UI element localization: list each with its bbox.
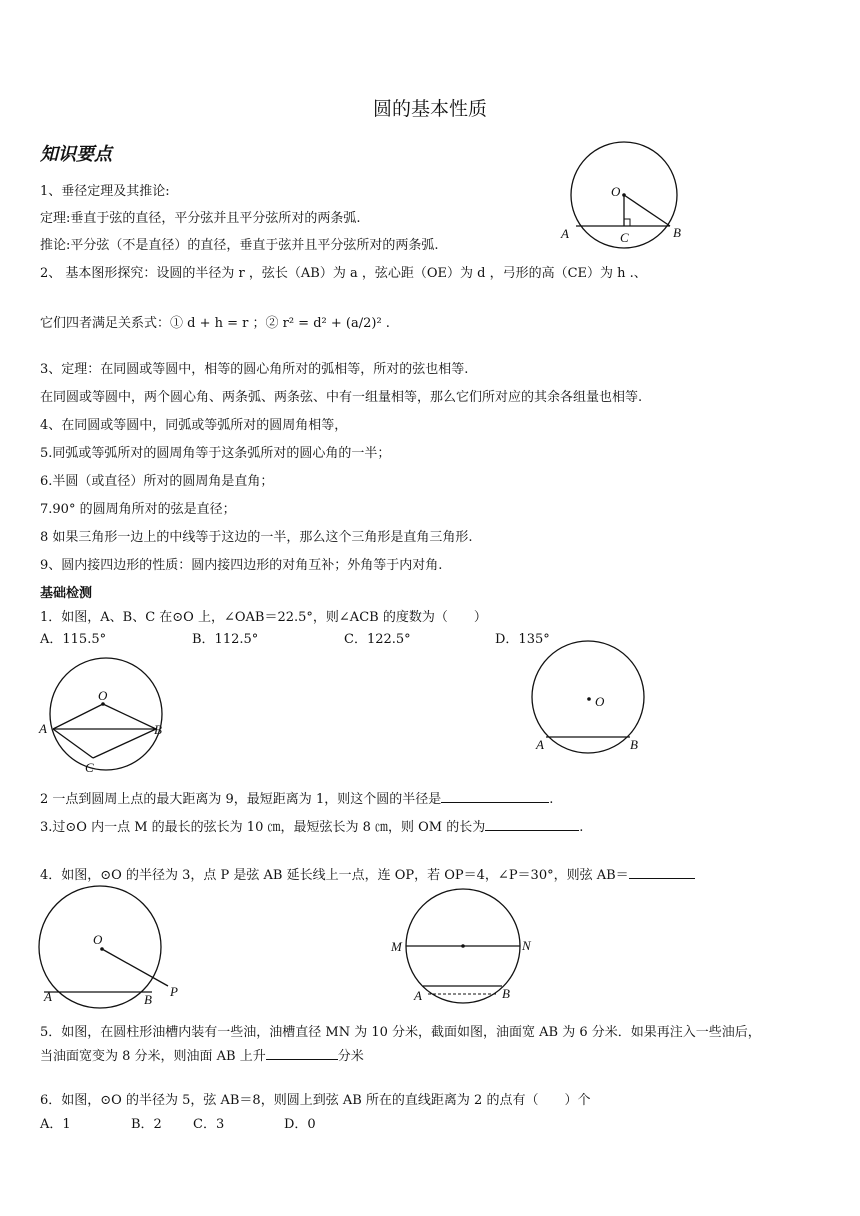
center-dot (587, 697, 591, 701)
section-heading-knowledge: 知识要点 (40, 144, 112, 165)
label-c: C (620, 230, 629, 245)
label-p: P (170, 984, 178, 999)
point-9: 9、圆内接四边形的性质：圆内接四边形的对角互补；外角等于内对角. (40, 558, 443, 573)
point-1: 1、垂径定理及其推论: (40, 184, 170, 199)
q1-option-c: C．122.5° (344, 632, 411, 647)
segment-ob (624, 195, 670, 226)
point-2-formula: 它们四者满足关系式：① d + h = r ；② r² = d² + (a/2)² . (40, 316, 390, 331)
label-n: N (522, 938, 531, 953)
q6-option-c: C．3 (193, 1117, 225, 1132)
label-a: A (536, 737, 544, 752)
label-c: C (85, 760, 94, 775)
figure-oil-tank (388, 890, 548, 1010)
q6-option-b: B．2 (131, 1117, 162, 1132)
label-a: A (44, 989, 52, 1004)
q2-text: 2 一点到圆周上点的最大距离为 9，最短距离为 1，则这个圆的半径是 (40, 792, 442, 807)
figure-perpendicular-diameter (560, 145, 690, 250)
point-6: 6.半圆（或直径）所对的圆周角是直角； (40, 474, 274, 489)
question-3 (40, 816, 583, 835)
right-angle-mark (624, 219, 630, 226)
q3-answer-blank[interactable] (485, 818, 579, 831)
circle-outline (39, 886, 161, 1008)
page-title: 圆的基本性质 (372, 98, 487, 120)
q1-option-a: A．115.5° (40, 632, 107, 647)
label-o: O (611, 184, 621, 199)
q4-answer-blank[interactable] (629, 866, 695, 879)
label-b: B (154, 722, 162, 737)
circle-outline (50, 658, 162, 770)
q2-answer-blank[interactable] (441, 790, 549, 803)
question-2 (40, 788, 553, 807)
q1-option-d: D．135° (495, 632, 550, 647)
label-o: O (93, 932, 103, 947)
section-heading-basic: 基础检测 (40, 586, 93, 601)
question-5: 5．如图，在圆柱形油槽内装有一些油，油槽直径 MN 为 10 分米，截面如图，油面宽 AB 为 6 分米．如果再注入一些油后， (40, 1025, 761, 1040)
center-dot (622, 193, 626, 197)
label-o: O (595, 694, 605, 709)
point-2: 2、 基本图形探究：设圆的半径为 r ，弦长（AB）为 a ，弦心距（OE）为 d ，弓形的高（CE）为 h .、 (40, 266, 647, 281)
point-5: 5.同弧或等弧所对的圆周角等于这条弧所对的圆心角的一半； (40, 446, 391, 461)
q5-text2b: 分米 (337, 1049, 364, 1064)
q5-text2a: 当油面宽变为 8 分米，则油面 AB 上升 (40, 1049, 266, 1064)
segment-cb (93, 729, 156, 758)
label-a: A (39, 721, 47, 736)
q5-answer-blank[interactable] (266, 1047, 338, 1060)
figure-q4 (36, 886, 186, 1011)
circle-outline (532, 641, 644, 753)
label-m: M (391, 939, 402, 954)
question-1: 1．如图，A、B、C 在⊙O 上，∠OAB＝22.5°，则∠ACB 的度数为（ ） (40, 610, 487, 625)
point-8: 8 如果三角形一边上的中线等于这边的一半，那么这个三角形是直角三角形. (40, 530, 473, 545)
label-b: B (630, 737, 638, 752)
point-7: 7.90° 的圆周角所对的弦是直径； (40, 502, 236, 517)
q6-option-d: D．0 (284, 1117, 316, 1132)
label-a: A (561, 226, 569, 241)
label-a: A (414, 988, 422, 1003)
center-dot (100, 947, 104, 951)
q3-tail: . (579, 820, 584, 835)
q2-tail: . (549, 792, 554, 807)
q1-option-b: B．112.5° (192, 632, 259, 647)
point-3b: 在同圆或等圆中，两个圆心角、两条弧、两条弦、中有一组量相等，那么它们所对应的其余各组量也相等. (40, 390, 643, 405)
q4-text: 4．如图，⊙O 的半径为 3，点 P 是弦 AB 延长线上一点，连 OP，若 OP＝4，∠P＝30°，则弦 AB＝ (40, 868, 629, 883)
question-5-line2 (40, 1045, 364, 1064)
label-b: B (144, 992, 152, 1007)
question-6: 6．如图，⊙O 的半径为 5，弦 AB＝8，则圆上到弦 AB 所在的直线距离为 2 的点有（ ）个 (40, 1093, 591, 1108)
label-b: B (502, 986, 510, 1001)
question-4 (40, 864, 695, 883)
figure-circle-chord (528, 640, 658, 760)
point-4: 4、在同圆或等圆中，同弧或等弧所对的圆周角相等， (40, 418, 348, 433)
point-3: 3、定理：在同圆或等圆中，相等的圆心角所对的弧相等，所对的弦也相等. (40, 362, 469, 377)
point-1-corollary: 推论:平分弦（不是直径）的直径，垂直于弦并且平分弦所对的两条弧. (40, 238, 439, 253)
q6-option-a: A．1 (40, 1117, 71, 1132)
center-dot (461, 944, 465, 948)
label-o: O (98, 688, 108, 703)
label-b: B (673, 225, 681, 240)
point-1-theorem: 定理:垂直于弦的直径，平分弦并且平分弦所对的两条弧. (40, 211, 361, 226)
figure-q1 (36, 660, 176, 780)
segment-ao (53, 704, 103, 729)
q3-text: 3.过⊙O 内一点 M 的最长的弦长为 10 ㎝，最短弦长为 8 ㎝，则 OM 的长为 (40, 820, 486, 835)
segment-ob (103, 704, 156, 729)
